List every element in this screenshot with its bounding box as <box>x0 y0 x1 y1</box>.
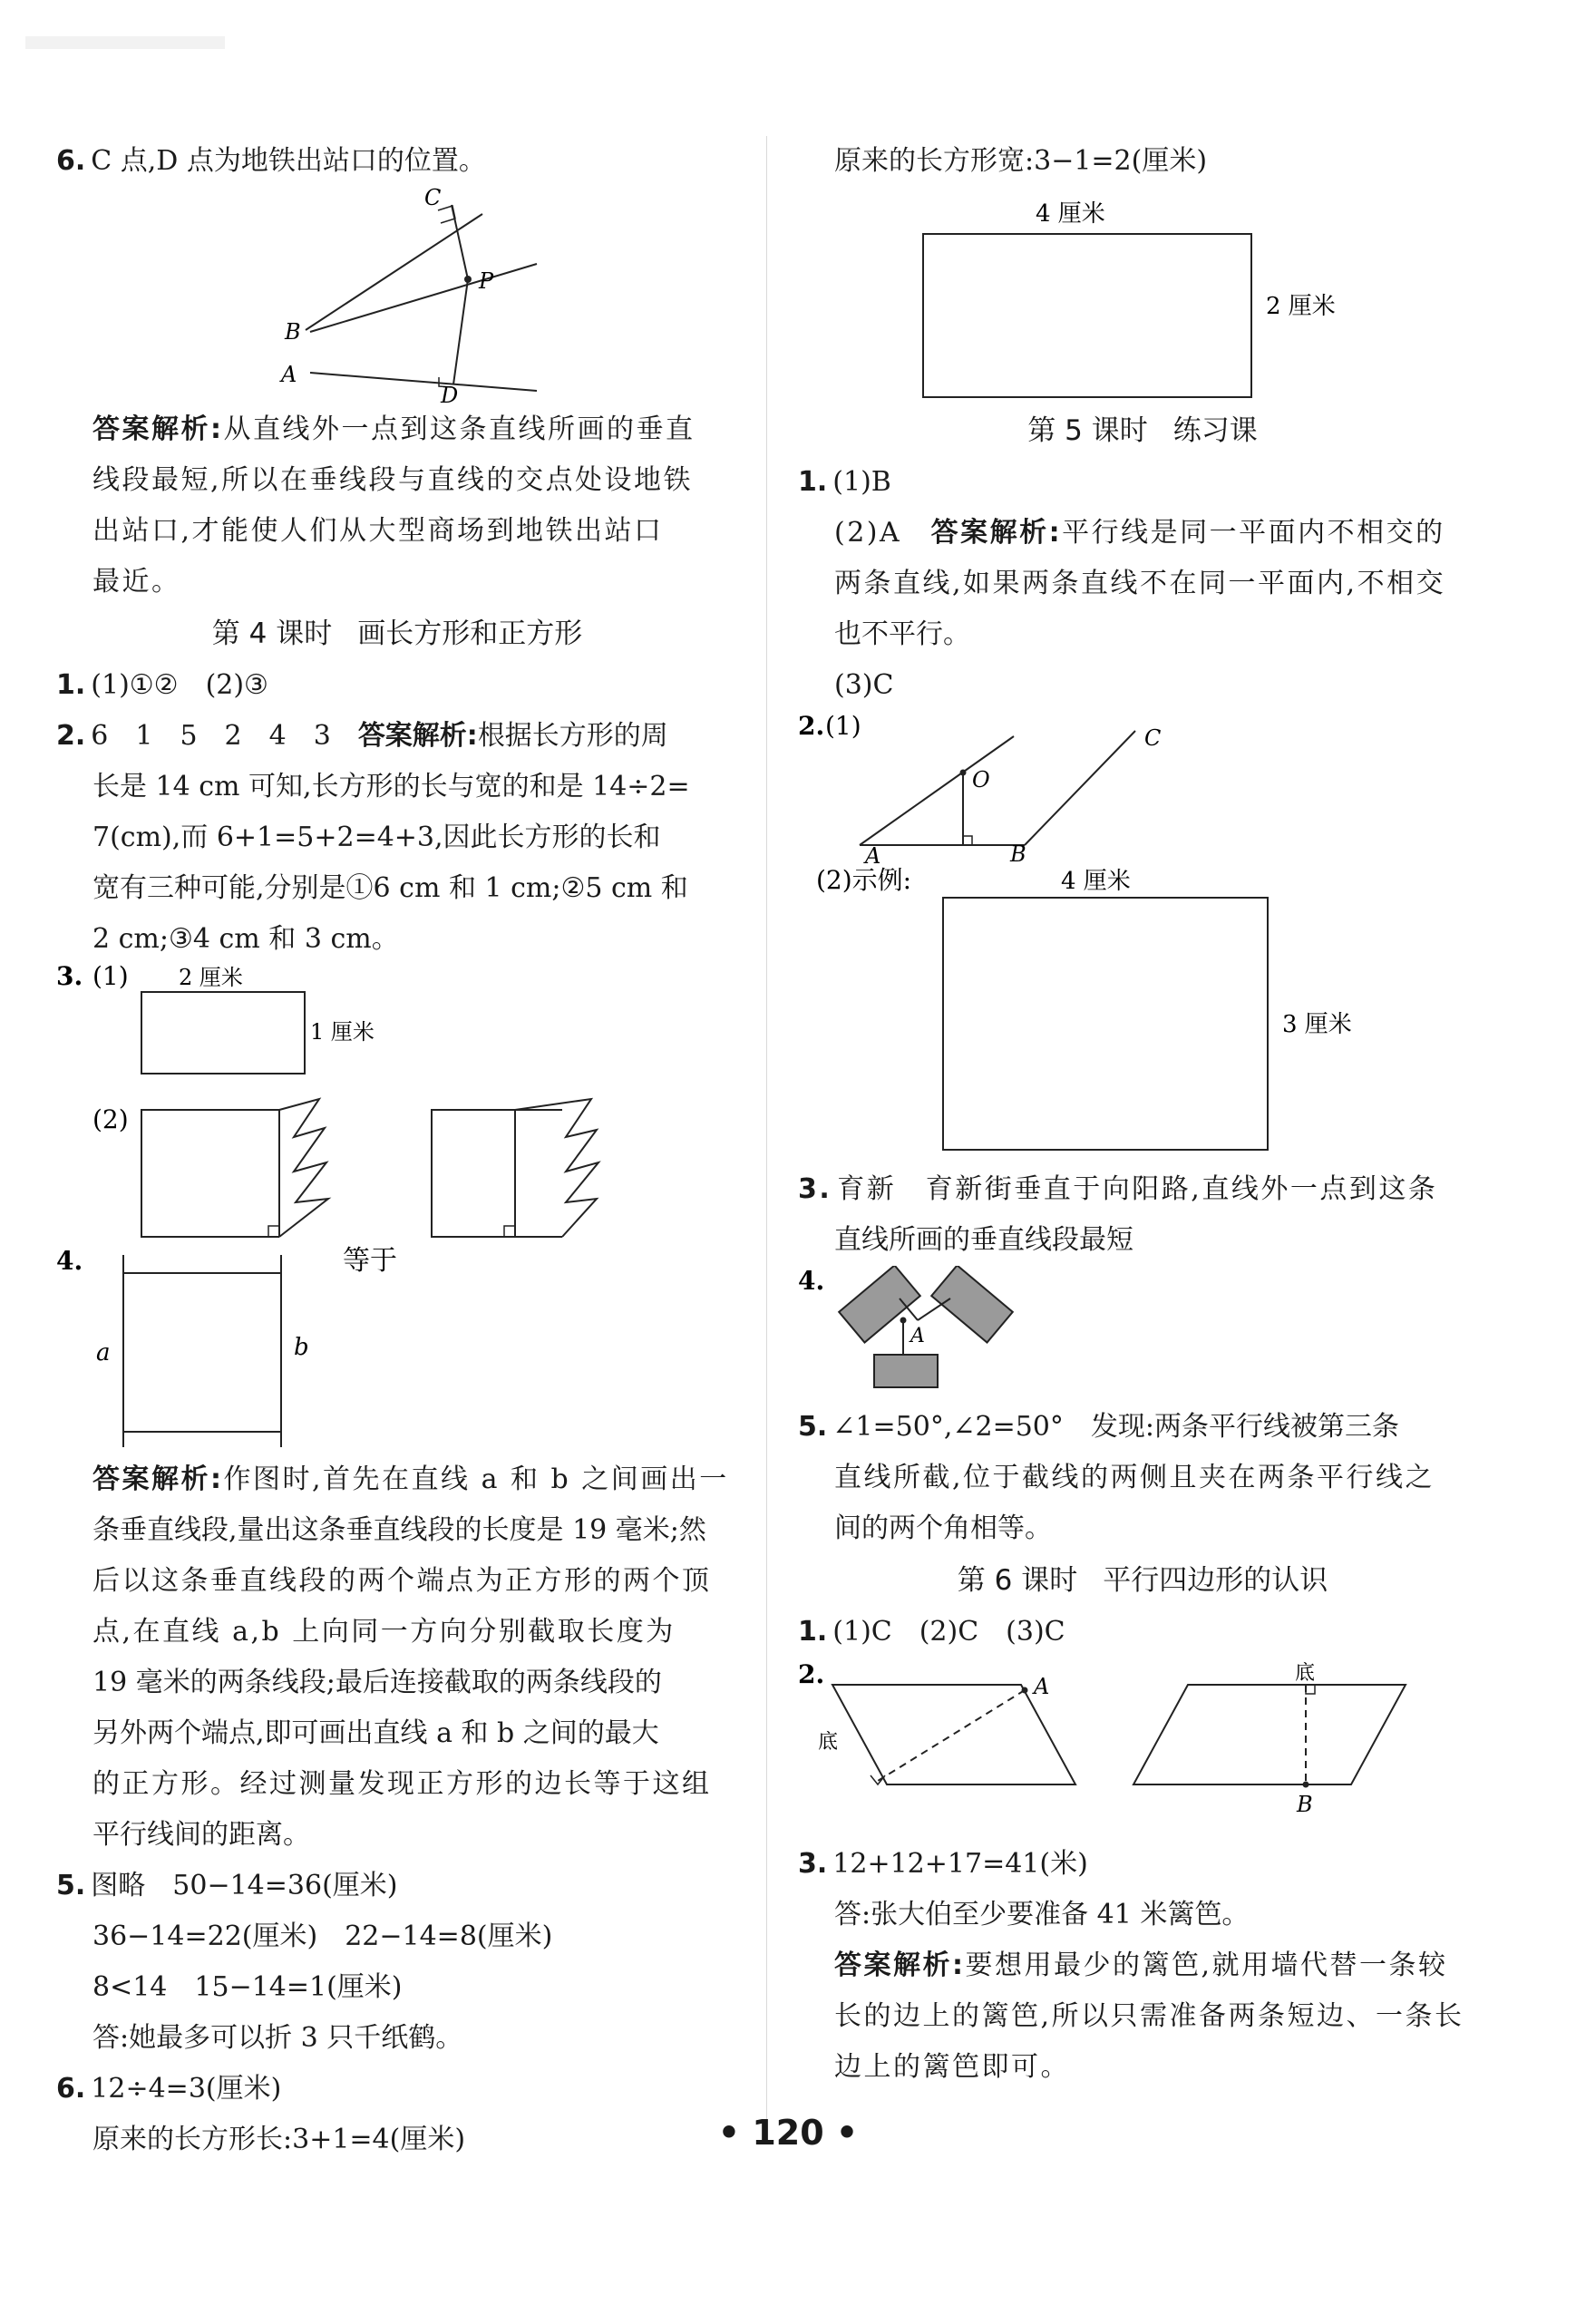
para-base-1: 底 <box>818 1731 839 1754</box>
section-title-6: 第 6 课时 平行四边形的认识 <box>957 1564 1328 1597</box>
subway-figure <box>56 187 738 404</box>
label-A: A <box>281 362 297 387</box>
pipe-block-bottom <box>874 1355 938 1387</box>
q3-height: 1 厘米 <box>310 1019 375 1045</box>
para-label-B: B <box>1297 1792 1313 1817</box>
exp1-line4: 最近。 <box>92 566 181 598</box>
q4-answer: 等于 <box>343 1246 397 1277</box>
r-q2-num: 2. <box>798 711 825 741</box>
l-q2-line1: 2. 6 1 5 2 4 3 答案解析:根据长方形的周 <box>56 720 668 752</box>
rect1-height: 2 厘米 <box>1266 293 1336 320</box>
q4-num: 4. <box>56 1246 83 1276</box>
r-q1-b1: (2)A 答案解析:平行线是同一平面内不相交的 <box>834 517 1445 549</box>
pipe-block-left <box>839 1266 920 1343</box>
corner-mark <box>25 36 225 49</box>
l-q5-line3: 8<14 15−14=1(厘米) <box>92 1971 403 2003</box>
parallelogram-figure <box>798 1658 1487 1839</box>
section-title-5: 第 5 课时 练习课 <box>1027 414 1258 447</box>
q3-part1: (1) <box>92 965 129 991</box>
q3-rectangle <box>141 992 305 1074</box>
l-q5-line1: 5. 图略 50−14=36(厘米) <box>56 1870 398 1901</box>
l-q5-line4: 答:她最多可以折 3 只千纸鹤。 <box>92 2022 463 2054</box>
r-q5-line2: 直线所截,位于截线的两侧且夹在两条平行线之 <box>834 1462 1435 1493</box>
l-q5-line2: 36−14=22(厘米) 22−14=8(厘米) <box>92 1920 553 1952</box>
parallel-lines-figure <box>798 711 1487 865</box>
q3-part2: (2) <box>92 1104 129 1134</box>
q4-pipes-figure <box>798 1266 1487 1393</box>
q3-torn-square-1 <box>141 1099 328 1237</box>
label-P: P <box>479 268 494 294</box>
exp4-line5: 19 毫米的两条线段;最后连接截取的两条线段的 <box>92 1667 662 1698</box>
r6-q1: 1. (1)C (2)C (3)C <box>798 1616 1065 1648</box>
r6-q2-num: 2. <box>798 1659 825 1689</box>
l-q2-line5: 2 cm;③4 cm 和 3 cm。 <box>92 923 399 955</box>
para-base-2: 底 <box>1295 1662 1316 1685</box>
section-title-4: 第 4 课时 画长方形和正方形 <box>211 617 583 650</box>
q4-line-a: a <box>96 1339 111 1366</box>
exp4-line2: 条垂直线段,量出这条垂直线段的长度是 19 毫米;然 <box>92 1514 706 1546</box>
rect-4x2-figure <box>798 187 1487 404</box>
exp4-line1: 答案解析:作图时,首先在直线 a 和 b 之间画出一 <box>92 1463 729 1495</box>
exp4-line4: 点,在直线 a,b 上向同一方向分别截取长度为 <box>92 1616 676 1648</box>
r-q3-line2: 直线所画的垂直线段最短 <box>834 1224 1133 1256</box>
r-q1-b3: 也不平行。 <box>834 618 970 650</box>
exp1-line2: 线段最短,所以在垂线段与直线的交点处设地铁 <box>92 464 694 496</box>
label-A2: A <box>865 843 881 865</box>
l-q6b-line2: 原来的长方形长:3+1=4(厘米) <box>92 2124 466 2155</box>
rect1-width: 4 厘米 <box>1036 200 1105 228</box>
q3-width: 2 厘米 <box>179 965 243 990</box>
page-number: • 120 • <box>717 2113 859 2153</box>
r-cont-line: 原来的长方形宽:3−1=2(厘米) <box>834 145 1208 177</box>
exp1-line1: 答案解析:从直线外一点到这条直线所画的垂直 <box>92 413 696 445</box>
l-q2-line4: 宽有三种可能,分别是①6 cm 和 1 cm;②5 cm 和 <box>92 872 688 904</box>
q6-line: 6. C 点,D 点为地铁出站口的位置。 <box>56 145 486 177</box>
r6-q3-exp2: 长的边上的篱笆,所以只需准备两条短边、一条长 <box>834 2000 1464 2032</box>
r-q1-b2: 两条直线,如果两条直线不在同一平面内,不相交 <box>834 568 1446 599</box>
rect2-height: 3 厘米 <box>1282 1011 1352 1038</box>
label-C2: C <box>1144 725 1162 751</box>
parallelogram-2 <box>1133 1685 1406 1784</box>
l-q2-line2: 长是 14 cm 可知,长方形的长与宽的和是 14÷2= <box>92 771 690 802</box>
r-q1-c: (3)C <box>834 669 894 701</box>
rect-4x3-figure <box>798 865 1487 1155</box>
exp1-line3: 出站口,才能使人们从大型商场到地铁出站口 <box>92 515 664 547</box>
r-q5-line1: 5. ∠1=50°,∠2=50° 发现:两条平行线被第三条 <box>798 1411 1399 1443</box>
l-q2-line3: 7(cm),而 6+1=5+2=4+3,因此长方形的长和 <box>92 822 661 853</box>
r-q1-a: 1. (1)B <box>798 466 891 498</box>
exp4-line3: 后以这条垂直线段的两个端点为正方形的两个顶 <box>92 1565 712 1597</box>
l-q1: 1. (1)①② (2)③ <box>56 669 268 701</box>
q4-line-b: b <box>294 1334 309 1361</box>
column-divider <box>766 136 767 2131</box>
q3-num: 3. <box>56 965 83 991</box>
label-D: D <box>441 383 459 404</box>
r-q2-part2: (2)示例: <box>816 865 912 895</box>
rect1 <box>923 234 1251 397</box>
exp4-line6: 另外两个端点,即可画出直线 a 和 b 之间的最大 <box>92 1717 659 1749</box>
r-q3-line1: 3. 育新 育新街垂直于向阳路,直线外一点到这条 <box>798 1173 1438 1205</box>
label-B2: B <box>1010 841 1026 865</box>
r-q4-num: 4. <box>798 1266 825 1296</box>
label-C: C <box>424 187 442 210</box>
rect2 <box>943 898 1268 1150</box>
r-q5-line3: 间的两个角相等。 <box>834 1512 1052 1544</box>
r6-q3-exp3: 边上的篱笆即可。 <box>834 2051 1070 2083</box>
r6-q3-exp1: 答案解析:要想用最少的篱笆,就用墙代替一条较 <box>834 1950 1448 1981</box>
right-column <box>798 136 1487 2093</box>
r6-q3-line1: 3. 12+12+17=41(米) <box>798 1848 1088 1880</box>
label-B: B <box>285 319 301 345</box>
exp4-line7: 的正方形。经过测量发现正方形的边长等于这组 <box>92 1768 712 1800</box>
left-column <box>56 136 738 2165</box>
exp4-line8: 平行线间的距离。 <box>92 1819 310 1851</box>
q3-figures <box>56 965 738 1246</box>
rect2-width: 4 厘米 <box>1061 868 1131 895</box>
pipe-block-right <box>931 1266 1013 1343</box>
q4-figure <box>56 1246 738 1454</box>
q3-torn-square-2 <box>432 1099 598 1237</box>
parallelogram-1 <box>832 1685 1075 1784</box>
label-O: O <box>972 767 990 792</box>
r-q2-part1: (1) <box>825 711 861 741</box>
l-q6b-line1: 6. 12÷4=3(厘米) <box>56 2073 282 2105</box>
r6-q3-line2: 答:张大伯至少要准备 41 米篱笆。 <box>834 1899 1250 1930</box>
para-label-A: A <box>1034 1674 1050 1699</box>
label-A3: A <box>910 1325 925 1347</box>
